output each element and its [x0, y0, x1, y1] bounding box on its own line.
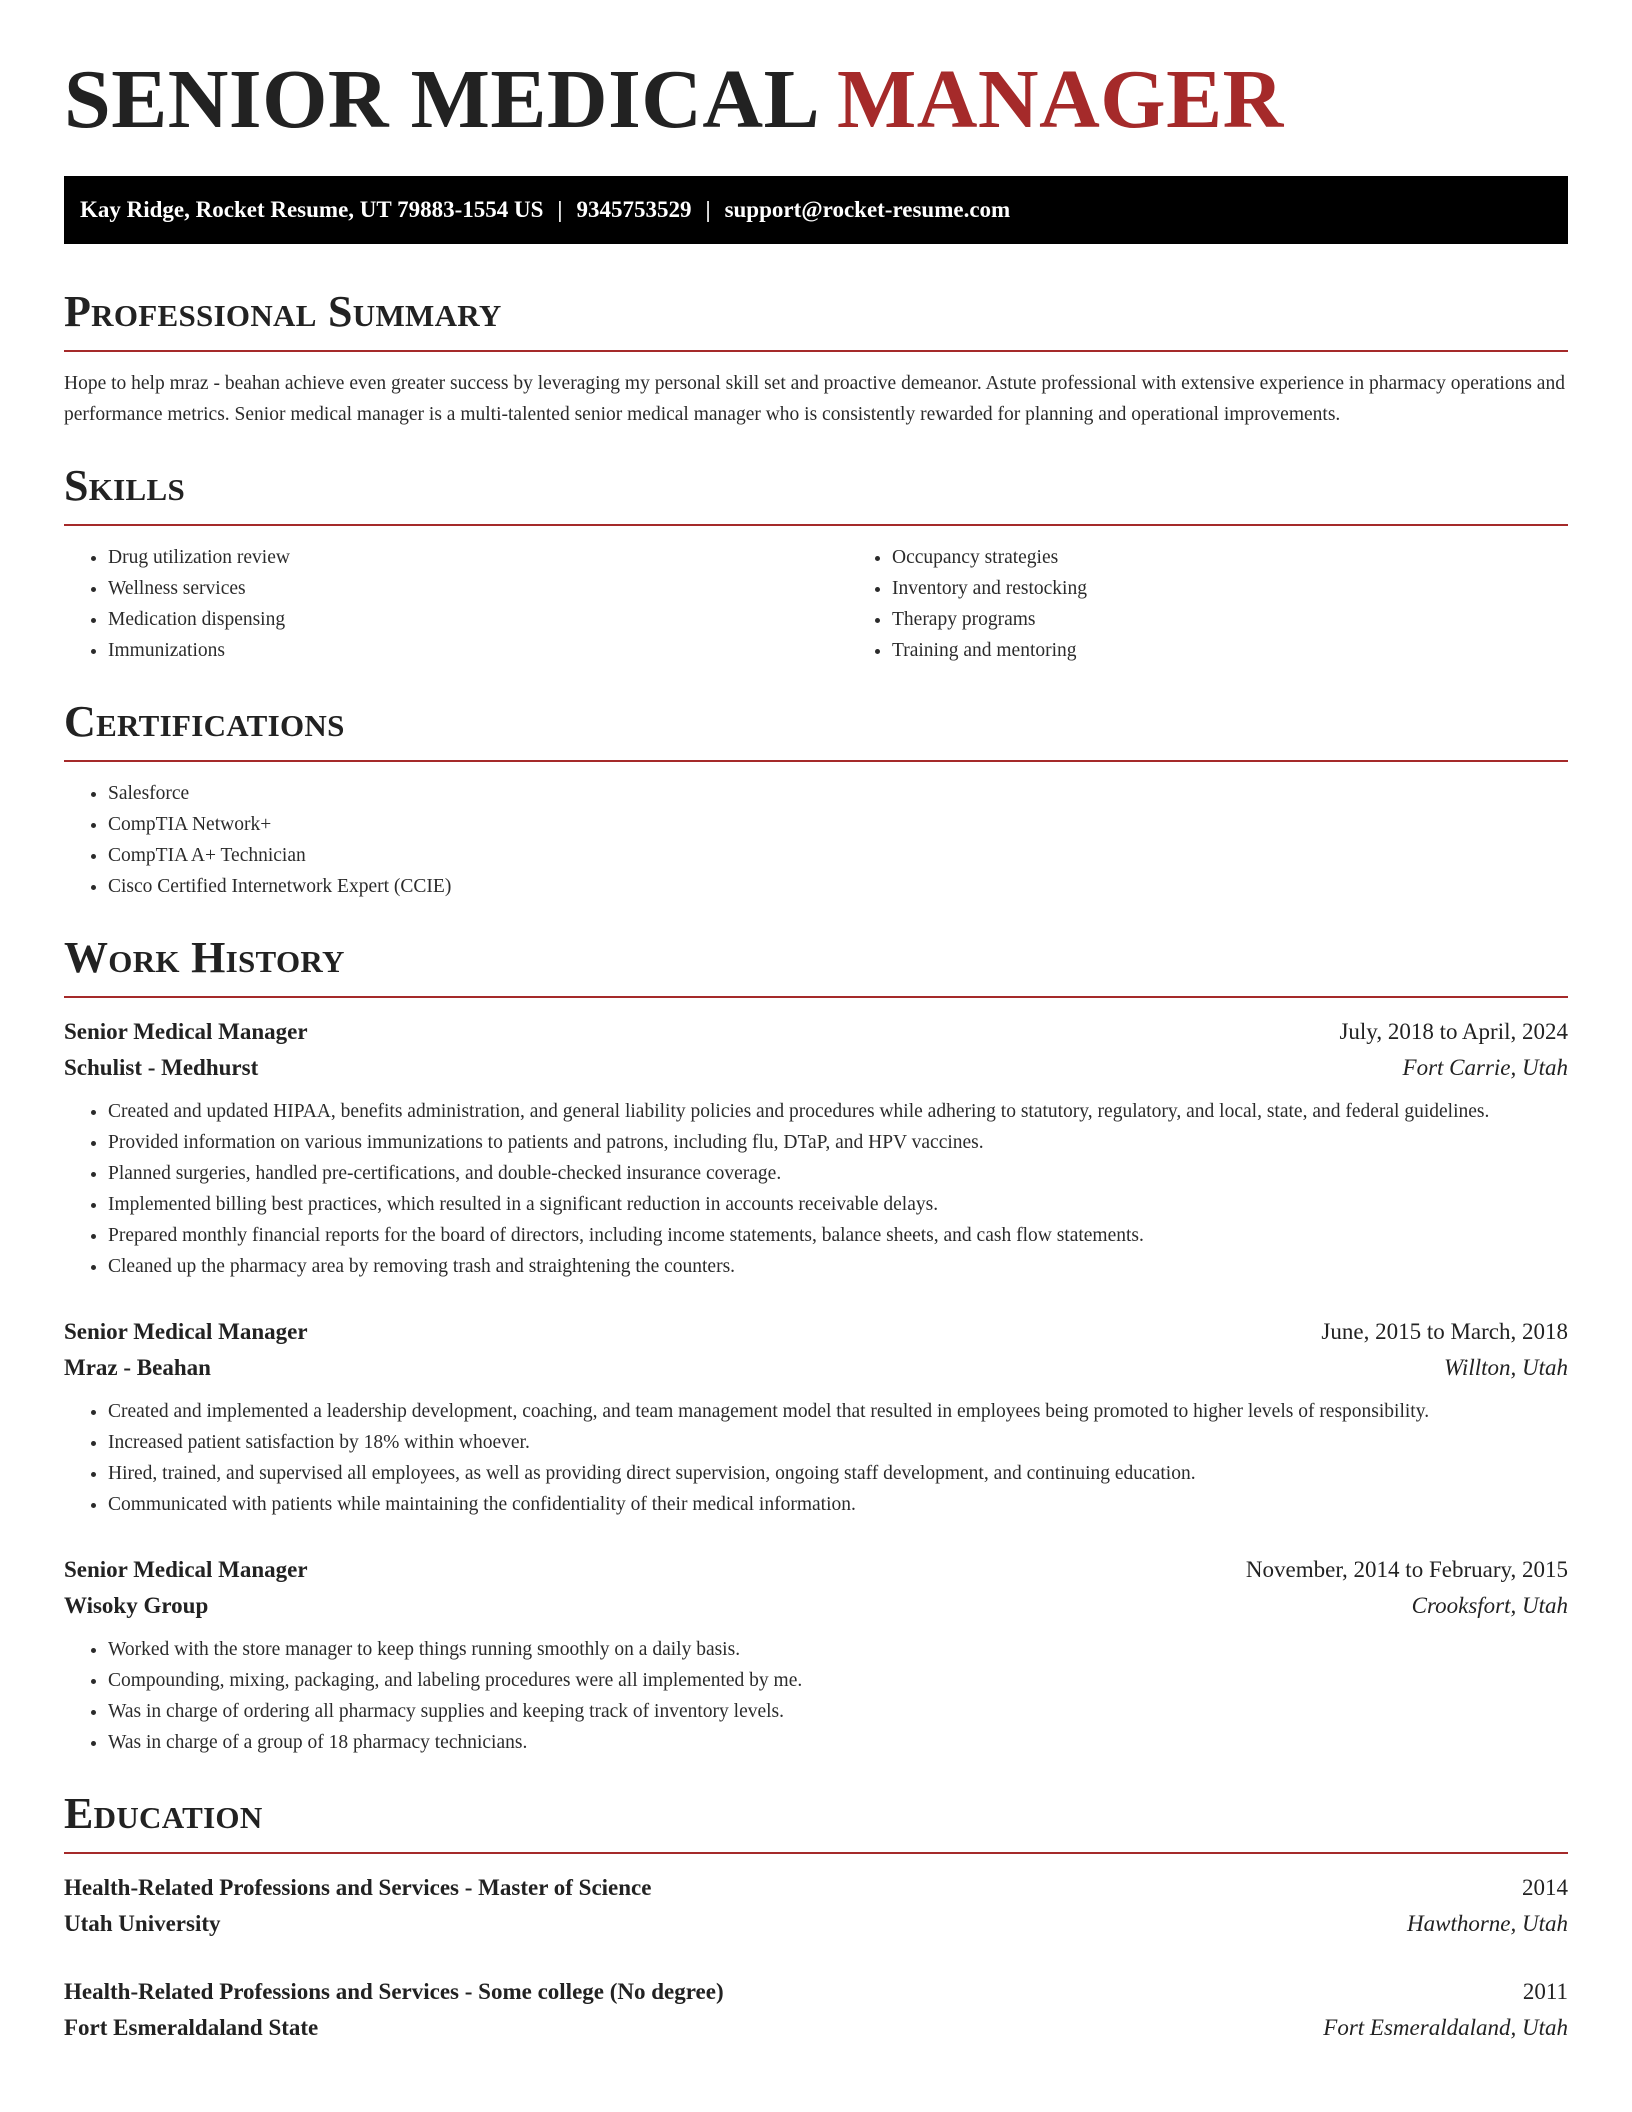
- contact-address: Kay Ridge, Rocket Resume, UT 79883-1554 US: [80, 197, 544, 222]
- education-row-top: [64, 1870, 1568, 1906]
- job-row-top: [64, 1014, 1568, 1050]
- job-entry: [64, 1014, 1568, 1282]
- summary-section: [64, 286, 1568, 430]
- title-part-accent: MANAGER: [836, 53, 1284, 146]
- section-heading-skills: Skills: [64, 460, 1568, 526]
- job-bullet: • Was in charge of ordering all pharmacy supplies and keeping track of inventory levels.: [108, 1696, 1568, 1727]
- job-bullet: • Prepared monthly financial reports for the board of directors, including income statements, balance sheets, and cash flow statements.: [108, 1220, 1568, 1251]
- job-bullet: • Implemented billing best practices, which resulted in a significant reduction in accounts receivable delays.: [108, 1189, 1568, 1220]
- job-row-bottom: [64, 1588, 1568, 1624]
- section-heading-work: Work History: [64, 932, 1568, 998]
- section-heading-education: Education: [64, 1788, 1568, 1854]
- skill-item: • Immunizations: [108, 635, 848, 666]
- job-bullet: • Created and implemented a leadership development, coaching, and team management model that resulted in employees being promoted to higher levels of responsibility.: [108, 1396, 1568, 1427]
- skills-section: [64, 460, 1568, 666]
- job-bullets: [64, 1096, 1568, 1282]
- contact-phone: 9345753529: [576, 197, 692, 222]
- job-entry: [64, 1552, 1568, 1758]
- education-location: Fort Esmeraldaland, Utah: [1323, 2015, 1568, 2040]
- job-location: Fort Carrie, Utah: [1402, 1055, 1568, 1080]
- job-bullet: • Created and updated HIPAA, benefits administration, and general liability policies and procedures while adhering to statutory, regulatory, and local, state, and federal guidelines.: [108, 1096, 1568, 1127]
- job-bullet: • Worked with the store manager to keep things running smoothly on a daily basis.: [108, 1634, 1568, 1665]
- certification-item: • CompTIA Network+: [108, 809, 1568, 840]
- education-degree: Health-Related Professions and Services - Master of Science: [64, 1875, 652, 1900]
- job-row-bottom: [64, 1050, 1568, 1086]
- job-company: Wisoky Group: [64, 1593, 209, 1618]
- skill-item: • Therapy programs: [892, 604, 1087, 635]
- job-bullet: • Increased patient satisfaction by 18% within whoever.: [108, 1427, 1568, 1458]
- skill-item: • Drug utilization review: [108, 542, 848, 573]
- education-entry: [64, 1870, 1568, 1942]
- education-row-bottom: [64, 2010, 1568, 2046]
- education-location: Hawthorne, Utah: [1407, 1911, 1568, 1936]
- work-history-section: [64, 932, 1568, 1758]
- job-title: Senior Medical Manager: [64, 1019, 308, 1044]
- certifications-section: [64, 696, 1568, 902]
- education-year: 2014: [1522, 1875, 1568, 1900]
- section-heading-certifications: Certifications: [64, 696, 1568, 762]
- job-location: Willton, Utah: [1444, 1355, 1568, 1380]
- job-bullet: • Hired, trained, and supervised all employees, as well as providing direct supervision, ongoing staff development, and continuing education.: [108, 1458, 1568, 1489]
- education-row-bottom: [64, 1906, 1568, 1942]
- job-title: Senior Medical Manager: [64, 1319, 308, 1344]
- job-dates: July, 2018 to April, 2024: [1339, 1019, 1568, 1044]
- education-row-top: [64, 1974, 1568, 2010]
- job-row-top: [64, 1552, 1568, 1588]
- job-bullet: • Communicated with patients while maintaining the confidentiality of their medical information.: [108, 1489, 1568, 1520]
- certification-item: • Salesforce: [108, 778, 1568, 809]
- skill-item: • Wellness services: [108, 573, 848, 604]
- job-entry: [64, 1314, 1568, 1520]
- job-bullet: • Provided information on various immunizations to patients and patrons, including flu, DTaP, and HPV vaccines.: [108, 1127, 1568, 1158]
- education-entry: [64, 1974, 1568, 2046]
- job-bullet: • Was in charge of a group of 18 pharmacy technicians.: [108, 1727, 1568, 1758]
- job-row-bottom: [64, 1350, 1568, 1386]
- education-school: Fort Esmeraldaland State: [64, 2015, 319, 2040]
- job-bullet: • Planned surgeries, handled pre-certifications, and double-checked insurance coverage.: [108, 1158, 1568, 1189]
- job-bullets: [64, 1634, 1568, 1758]
- job-company: Schulist - Medhurst: [64, 1055, 259, 1080]
- job-bullet: • Cleaned up the pharmacy area by removing trash and straightening the counters.: [108, 1251, 1568, 1282]
- contact-separator: |: [557, 197, 563, 222]
- certifications-list: [64, 778, 1568, 902]
- job-title: Senior Medical Manager: [64, 1557, 308, 1582]
- contact-separator: |: [705, 197, 711, 222]
- title-part-main: SENIOR MEDICAL: [64, 53, 816, 146]
- job-location: Crooksfort, Utah: [1411, 1593, 1568, 1618]
- skills-list-right: [848, 542, 1087, 666]
- education-school: Utah University: [64, 1911, 221, 1936]
- certification-item: • CompTIA A+ Technician: [108, 840, 1568, 871]
- job-company: Mraz - Beahan: [64, 1355, 211, 1380]
- skills-list-left: [64, 542, 848, 666]
- skill-item: • Inventory and restocking: [892, 573, 1087, 604]
- education-degree: Health-Related Professions and Services - Some college (No degree): [64, 1979, 724, 2004]
- job-dates: November, 2014 to February, 2015: [1245, 1557, 1568, 1582]
- skills-grid: [64, 542, 1568, 666]
- education-year: 2011: [1522, 1979, 1568, 2004]
- contact-email: support@rocket-resume.com: [724, 197, 1011, 222]
- section-heading-summary: Professional Summary: [64, 286, 1568, 352]
- resume-title: [64, 0, 1568, 146]
- job-dates: June, 2015 to March, 2018: [1321, 1319, 1568, 1344]
- skill-item: • Training and mentoring: [892, 635, 1087, 666]
- contact-bar: [64, 176, 1568, 244]
- job-bullet: • Compounding, mixing, packaging, and labeling procedures were all implemented by me.: [108, 1665, 1568, 1696]
- job-row-top: [64, 1314, 1568, 1350]
- job-bullets: [64, 1396, 1568, 1520]
- summary-text: Hope to help mraz - beahan achieve even greater success by leveraging my personal skill set and proactive demeanor. Astute professional with extensive experience in pharmacy operations and performance metrics. Senior medical manager is a multi-talented senior medical manager who is consistently rewarded for planning and operational improvements.: [64, 373, 1565, 425]
- skill-item: • Occupancy strategies: [892, 542, 1087, 573]
- skill-item: • Medication dispensing: [108, 604, 848, 635]
- certification-item: • Cisco Certified Internetwork Expert (CCIE): [108, 871, 1568, 902]
- education-section: [64, 1788, 1568, 2046]
